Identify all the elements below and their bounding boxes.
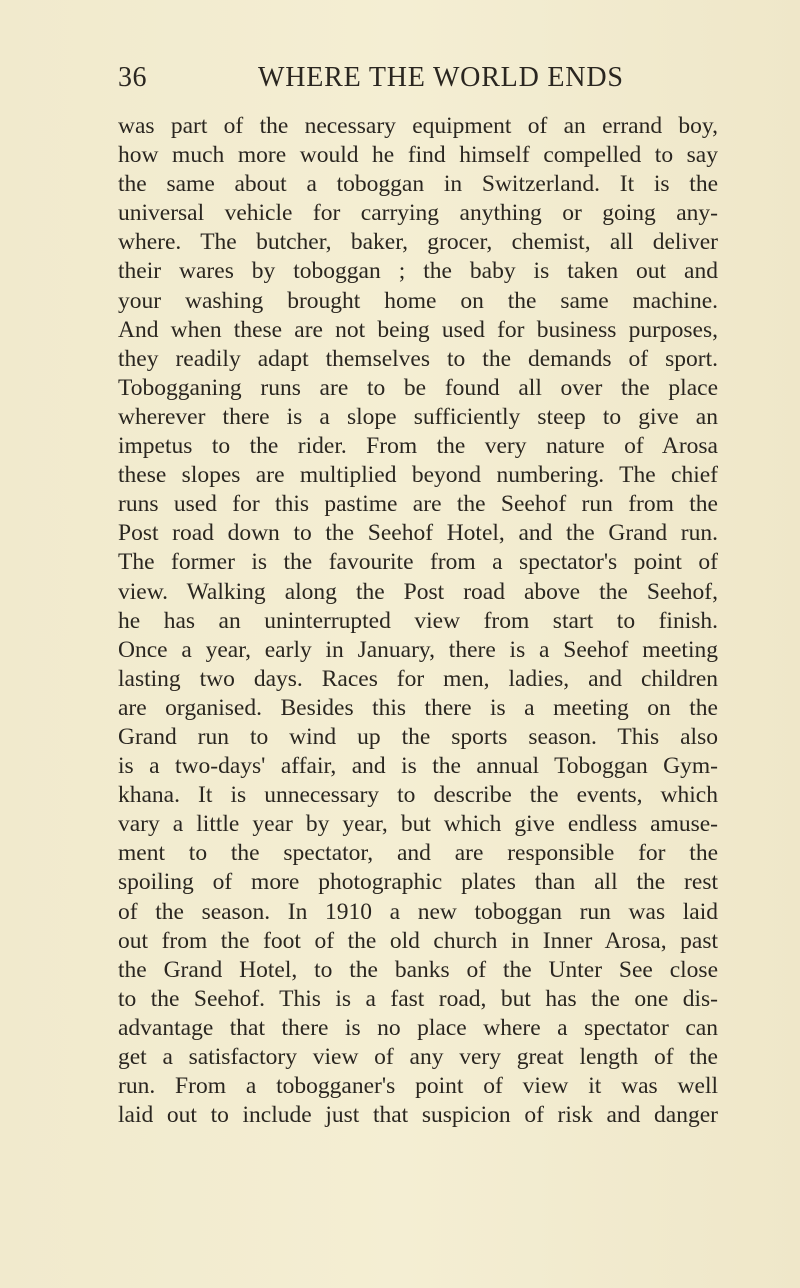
text-line: Tobogganing runs are to be found all over the place: [118, 374, 718, 401]
text-line: how much more would he find himself compelled to say: [118, 142, 718, 169]
text-line: universal vehicle for carrying anything or going any-: [118, 200, 718, 227]
text-line: run. From a tobogganer's point of view it was well: [118, 1073, 718, 1100]
text-line: impetus to the rider. From the very nature of Arosa: [118, 433, 718, 460]
running-title: WHERE THE WORLD ENDS: [258, 62, 624, 93]
text-line: to the Seehof. This is a fast road, but has the one dis-: [118, 985, 718, 1012]
text-line: ment to the spectator, and are responsible for the: [118, 840, 718, 867]
text-line: is a two-days' affair, and is the annual Toboggan Gym-: [118, 753, 718, 780]
text-line: the Grand Hotel, to the banks of the Unter See close: [118, 956, 718, 983]
body-text: [118, 112, 718, 1130]
text-line: of the season. In 1910 a new toboggan run was laid: [118, 898, 718, 925]
text-line: they readily adapt themselves to the demands of sport.: [118, 345, 718, 372]
text-line: he has an uninterrupted view from start to finish.: [118, 607, 718, 634]
text-line: out from the foot of the old church in Inner Arosa, past: [118, 927, 718, 954]
text-line: are organised. Besides this there is a meeting on the: [118, 694, 718, 721]
text-line: these slopes are multiplied beyond numbering. The chief: [118, 462, 718, 489]
text-line: Grand run to wind up the sports season. This also: [118, 723, 718, 750]
text-line: the same about a toboggan in Switzerland. It is the: [118, 171, 718, 198]
text-line: khana. It is unnecessary to describe the events, which: [118, 782, 718, 809]
text-line: laid out to include just that suspicion of risk and danger: [118, 1102, 718, 1129]
text-line: view. Walking along the Post road above the Seehof,: [118, 578, 718, 605]
text-line: where. The butcher, baker, grocer, chemist, all deliver: [118, 229, 718, 256]
page-header: [118, 62, 718, 102]
text-line: vary a little year by year, but which give endless amuse-: [118, 811, 718, 838]
text-line: advantage that there is no place where a spectator can: [118, 1014, 718, 1041]
text-line: The former is the favourite from a spectator's point of: [118, 549, 718, 576]
text-line: wherever there is a slope sufficiently steep to give an: [118, 403, 718, 430]
text-line: runs used for this pastime are the Seehof run from the: [118, 491, 718, 518]
text-line: your washing brought home on the same machine.: [118, 287, 718, 314]
text-line: Post road down to the Seehof Hotel, and the Grand run.: [118, 520, 718, 547]
text-line: lasting two days. Races for men, ladies, and children: [118, 665, 718, 692]
page-number: 36: [118, 62, 147, 93]
text-line: And when these are not being used for business purposes,: [118, 316, 718, 343]
text-line: get a satisfactory view of any very great length of the: [118, 1044, 718, 1070]
text-line: their wares by toboggan ; the baby is taken out and: [118, 258, 718, 285]
text-line: Once a year, early in January, there is a Seehof meeting: [118, 636, 718, 663]
text-line: was part of the necessary equipment of an errand boy,: [118, 113, 718, 139]
text-line: spoiling of more photographic plates than all the rest: [118, 869, 718, 896]
